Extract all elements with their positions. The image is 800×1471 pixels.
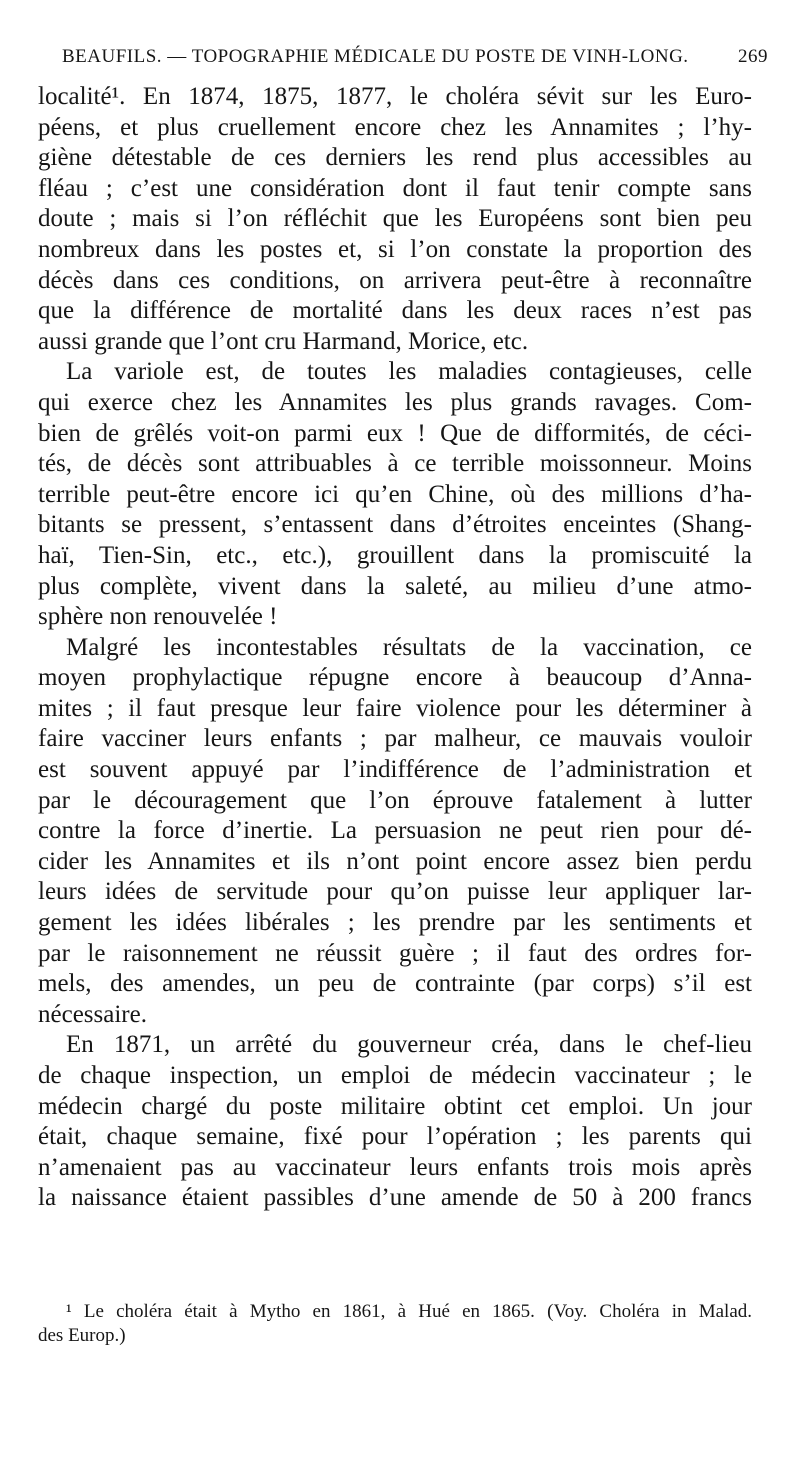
text-line: décès dans ces conditions, on arrivera peut-être à reconnaître <box>38 266 752 294</box>
text-line: Malgré les incontestables résultats de la vaccination, ce <box>66 633 752 661</box>
text-line: fléau ; c’est une considération dont il faut tenir compte sans <box>38 174 752 202</box>
text-line: par le raisonnement ne réussit guère ; il faut des ordres for- <box>38 939 752 967</box>
footnote-line: ¹ Le choléra était à Mytho en 1861, à Hué en 1865. (Voy. Choléra in Malad. <box>66 1301 752 1322</box>
text-line: contre la force d’inertie. La persuasion ne peut rien pour dé- <box>38 817 752 845</box>
text-line: giène détestable de ces derniers les rend plus accessibles au <box>38 144 752 172</box>
footnotes <box>38 1300 752 1348</box>
text-line: leurs idées de servitude pour qu’on puisse leur appliquer lar- <box>38 878 752 906</box>
text-line: mels, des amendes, un peu de contrainte (par corps) s’il est <box>38 970 752 998</box>
text-line: que la différence de mortalité dans les deux races n’est pas <box>38 297 752 325</box>
text-line: qui exerce chez les Annamites les plus grands ravages. Com- <box>38 388 752 416</box>
text-line: doute ; mais si l’on réfléchit que les Européens sont bien peu <box>38 205 752 233</box>
text-line: haï, Tien-Sin, etc., etc.), grouillent dans la promiscuité la <box>38 541 752 569</box>
text-line: de chaque inspection, un emploi de médecin vaccinateur ; le <box>38 1062 752 1089</box>
text-line: tés, de décès sont attribuables à ce terrible moissonneur. Moins <box>38 450 752 478</box>
text-line: bitants se pressent, s’entassent dans d’étroites enceintes (Shang- <box>38 511 752 539</box>
text-line: nécessaire. <box>38 1000 147 1028</box>
text-line: terrible peut-être encore ici qu’en Chine, où des millions d’ha- <box>38 480 752 508</box>
page-number: 269 <box>738 46 768 67</box>
running-head <box>62 46 768 76</box>
text-line: gement les idées libérales ; les prendre par les sentiments et <box>38 909 752 937</box>
footnote-line: des Europ.) <box>38 1325 126 1346</box>
text-line: nombreux dans les postes et, si l’on constate la proportion des <box>38 235 752 263</box>
text-line: bien de grêlés voit-on parmi eux ! Que de difformités, de céci- <box>38 419 752 447</box>
text-line: sphère non renouvelée ! <box>38 603 278 631</box>
text-line: La variole est, de toutes les maladies contagieuses, celle <box>66 358 752 386</box>
text-line: la naissance étaient passibles d’une amende de 50 à 200 francs <box>38 1184 752 1212</box>
text-line: En 1871, un arrêté du gouverneur créa, dans le chef-lieu <box>66 1031 752 1059</box>
text-line: était, chaque semaine, fixé pour l’opération ; les parents qui <box>38 1123 752 1151</box>
text-line: péens, et plus cruellement encore chez les Annamites ; l’hy- <box>38 113 752 141</box>
text-line: mites ; il faut presque leur faire violence pour les déterminer à <box>38 694 752 722</box>
text-line: faire vacciner leurs enfants ; par malheur, ce mauvais vouloir <box>38 725 752 753</box>
text-line: aussi grande que l’ont cru Harmand, Morice, etc. <box>38 327 529 355</box>
text-line: par le découragement que l’on éprouve fatalement à lutter <box>38 786 752 814</box>
text-line: localité¹. En 1874, 1875, 1877, le choléra sévit sur les Euro- <box>38 83 752 110</box>
body-text <box>38 82 752 1214</box>
running-title: BEAUFILS. — TOPOGRAPHIE MÉDICALE DU POSTE DE VINH-LONG. <box>62 46 689 67</box>
text-line: cider les Annamites et ils n’ont point encore assez bien perdu <box>38 847 752 875</box>
text-line: plus complète, vivent dans la saleté, au milieu d’une atmo- <box>38 572 752 600</box>
text-line: n’amenaient pas au vaccinateur leurs enfants trois mois après <box>38 1153 752 1181</box>
text-line: est souvent appuyé par l’indifférence de l’administration et <box>38 756 752 784</box>
text-line: moyen prophylactique répugne encore à beaucoup d’Anna- <box>38 664 752 692</box>
text-line: médecin chargé du poste militaire obtint cet emploi. Un jour <box>38 1092 752 1120</box>
